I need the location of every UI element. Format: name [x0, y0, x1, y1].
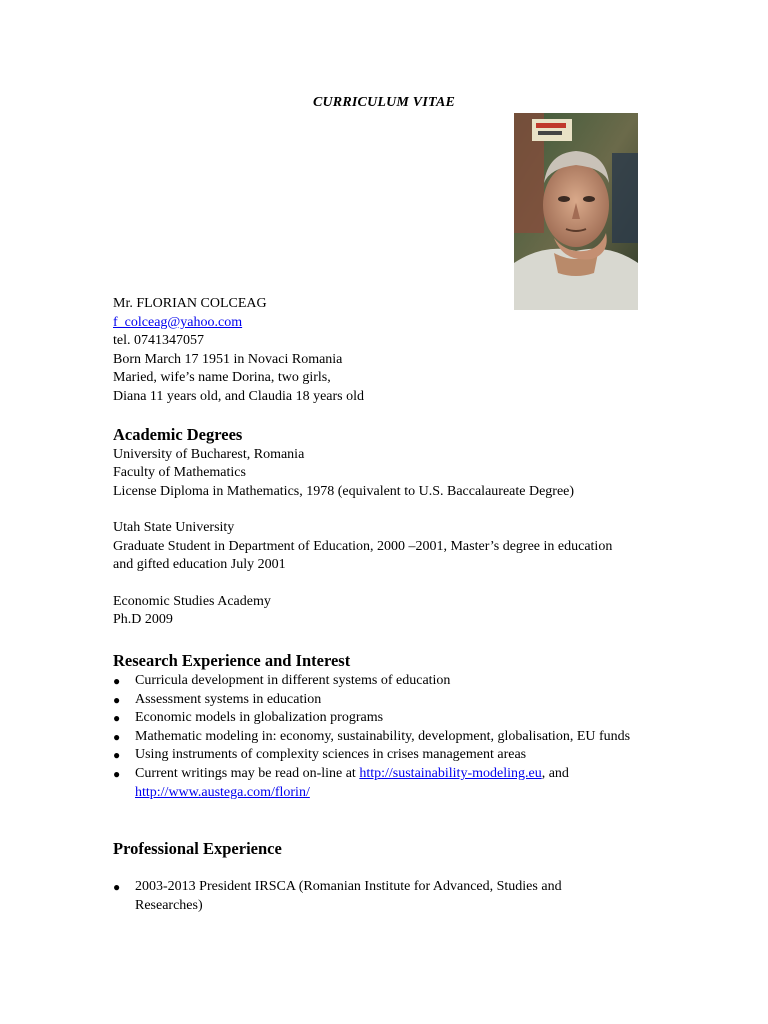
contact-name: Mr. FLORIAN COLCEAG: [113, 296, 267, 311]
writings-text: [135, 765, 569, 783]
document-title: CURRICULUM VITAE: [312, 95, 456, 110]
academic-line: Ph.D 2009: [113, 612, 173, 627]
phone-number: tel. 0741347057: [113, 333, 204, 348]
research-heading: Research Experience and Interest: [113, 651, 351, 670]
family-info-line-2: Diana 11 years old, and Claudia 18 years old: [113, 389, 365, 404]
academic-line: Faculty of Mathematics: [113, 465, 246, 480]
academic-line: and gifted education July 2001: [113, 557, 286, 572]
list-item-text: 2003-2013 President IRSCA (Romanian Institute for Advanced, Studies and: [135, 879, 562, 894]
portrait-photo: [514, 113, 638, 310]
sustainability-modeling-link[interactable]: http://sustainability-modeling.eu: [359, 766, 542, 781]
bullet-icon: ●: [113, 767, 121, 781]
list-item-text: Mathematic modeling in: economy, sustainability, development, globalisation, EU funds: [135, 729, 631, 744]
academic-line: Graduate Student in Department of Education, 2000 –2001, Master’s degree in education: [113, 539, 613, 554]
bullet-icon: ●: [113, 711, 121, 725]
professional-heading: Professional Experience: [113, 839, 282, 858]
academic-line: University of Bucharest, Romania: [113, 447, 305, 462]
academic-line: License Diploma in Mathematics, 1978 (equivalent to U.S. Baccalaureate Degree): [113, 484, 575, 499]
bullet-icon: ●: [113, 748, 121, 762]
academic-line: Utah State University: [113, 520, 235, 535]
bullet-icon: ●: [113, 730, 121, 744]
birth-info: Born March 17 1951 in Novaci Romania: [113, 352, 343, 367]
bullet-icon: ●: [113, 693, 121, 707]
email-link[interactable]: f_colceag@yahoo.com: [113, 315, 243, 330]
portrait-image: [514, 113, 638, 310]
list-item-text: Using instruments of complexity sciences in crises management areas: [135, 747, 527, 762]
bullet-icon: ●: [113, 674, 121, 688]
family-info-line-1: Maried, wife’s name Dorina, two girls,: [113, 370, 331, 385]
academic-degrees-heading: Academic Degrees: [113, 425, 243, 444]
bullet-icon: ●: [113, 880, 121, 894]
austega-link[interactable]: http://www.austega.com/florin/: [135, 785, 310, 800]
writings-prefix: Current writings may be read on-line at: [135, 766, 360, 781]
list-item-text: Curricula development in different systems of education: [135, 673, 451, 688]
list-item-text-continued: Researches): [135, 898, 203, 913]
list-item-text: Economic models in globalization programs: [135, 710, 384, 725]
academic-line: Economic Studies Academy: [113, 594, 271, 609]
writings-join: , and: [541, 766, 569, 781]
list-item-text: Assessment systems in education: [135, 692, 322, 707]
